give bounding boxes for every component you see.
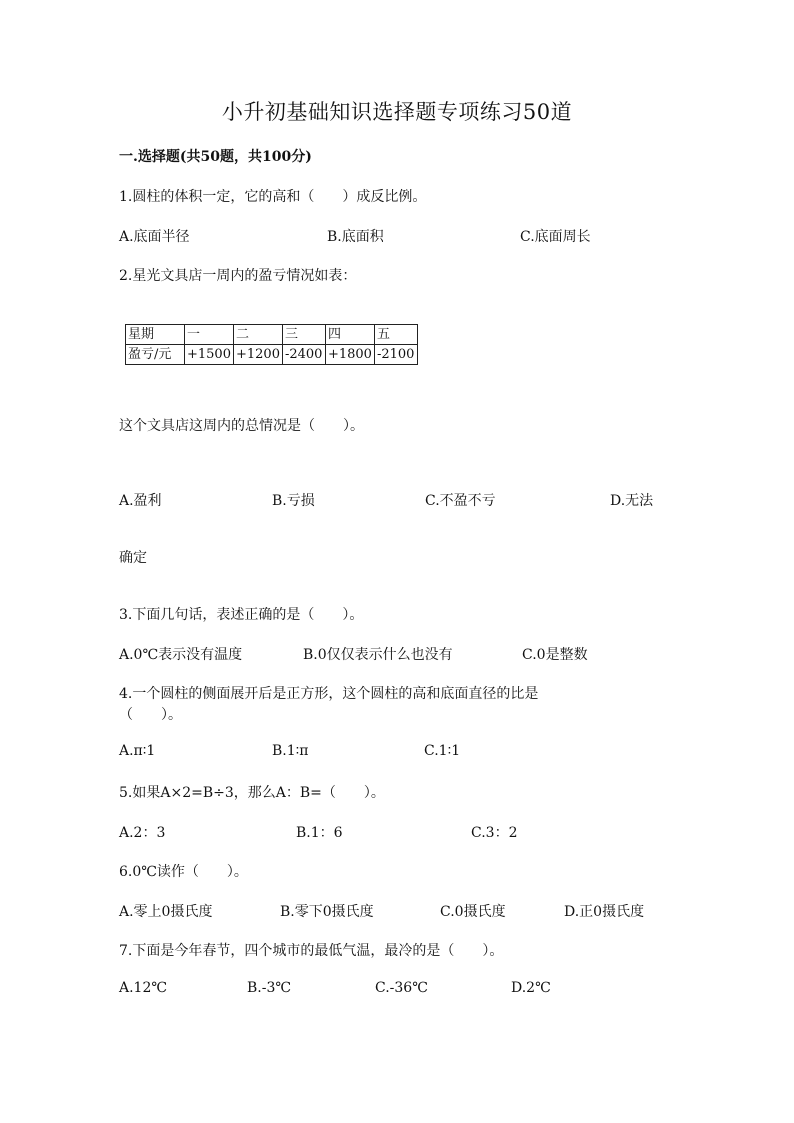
question-6-stem: 6.0℃读作（ ）。: [119, 864, 248, 880]
question-1-option-c: C.底面周长: [520, 229, 591, 245]
question-2-option-d: D.无法: [610, 493, 654, 509]
question-5-option-b: B.1：6: [296, 825, 343, 841]
question-4-stem-continued: （ ）。: [119, 707, 182, 723]
question-3-option-b: B.0仅仅表示什么也没有: [303, 647, 453, 663]
question-1-option-b: B.底面积: [327, 229, 384, 245]
table-row: [126, 325, 418, 345]
table-cell: +1500: [185, 345, 234, 365]
question-2-option-b: B.亏损: [272, 493, 315, 509]
question-6-option-c: C.0摄氏度: [440, 904, 506, 920]
question-6-option-d: D.正0摄氏度: [564, 904, 645, 920]
question-7-option-c: C.-36℃: [375, 980, 428, 996]
question-4-stem: 4.一个圆柱的侧面展开后是正方形，这个圆柱的高和底面直径的比是: [119, 686, 539, 702]
table-cell: -2400: [282, 345, 325, 365]
question-5-stem: 5.如果A×2=B÷3，那么A：B=（ ）。: [119, 785, 385, 801]
question-2-stem: 2.星光文具店一周内的盈亏情况如表：: [119, 268, 357, 284]
question-6-option-a: A.零上0摄氏度: [119, 904, 213, 920]
table-cell: 盈亏/元: [126, 345, 185, 365]
table-cell: -2100: [374, 345, 417, 365]
question-7-stem: 7.下面是今年春节，四个城市的最低气温，最冷的是（ ）。: [119, 943, 504, 959]
table-cell: 四: [325, 325, 374, 345]
question-2-stem-continued: 这个文具店这周内的总情况是（ ）。: [119, 418, 364, 434]
question-7-option-a: A.12℃: [119, 980, 168, 996]
question-4-option-b: B.1∶π: [272, 743, 309, 759]
question-3-stem: 3.下面几句话，表述正确的是（ ）。: [119, 607, 364, 623]
question-5-option-c: C.3：2: [471, 825, 518, 841]
profit-loss-table: [125, 324, 418, 365]
question-4-option-c: C.1∶1: [424, 743, 461, 759]
question-5-option-a: A.2：3: [119, 825, 166, 841]
question-7-option-d: D.2℃: [511, 980, 551, 996]
question-2-option-c: C.不盈不亏: [425, 493, 496, 509]
table-cell: +1200: [233, 345, 282, 365]
question-1-option-a: A.底面半径: [119, 229, 190, 245]
question-3-option-c: C.0是整数: [522, 647, 588, 663]
question-3-option-a: A.0℃表示没有温度: [119, 647, 243, 663]
table-cell: +1800: [325, 345, 374, 365]
section-heading: 一.选择题(共50题，共100分): [119, 149, 312, 165]
table-cell: 三: [282, 325, 325, 345]
question-7-option-b: B.-3℃: [247, 980, 292, 996]
question-4-option-a: A.π∶1: [119, 743, 156, 759]
table-cell: 二: [233, 325, 282, 345]
table-cell: 一: [185, 325, 234, 345]
table-cell: 星期: [126, 325, 185, 345]
question-2-option-d-wrap: 确定: [119, 550, 147, 566]
page-title: 小升初基础知识选择题专项练习50道: [221, 100, 573, 124]
question-2-option-a: A.盈利: [119, 493, 162, 509]
table-cell: 五: [374, 325, 417, 345]
question-6-option-b: B.零下0摄氏度: [280, 904, 374, 920]
table-row: [126, 345, 418, 365]
question-1-stem: 1.圆柱的体积一定，它的高和（ ）成反比例。: [119, 189, 427, 205]
